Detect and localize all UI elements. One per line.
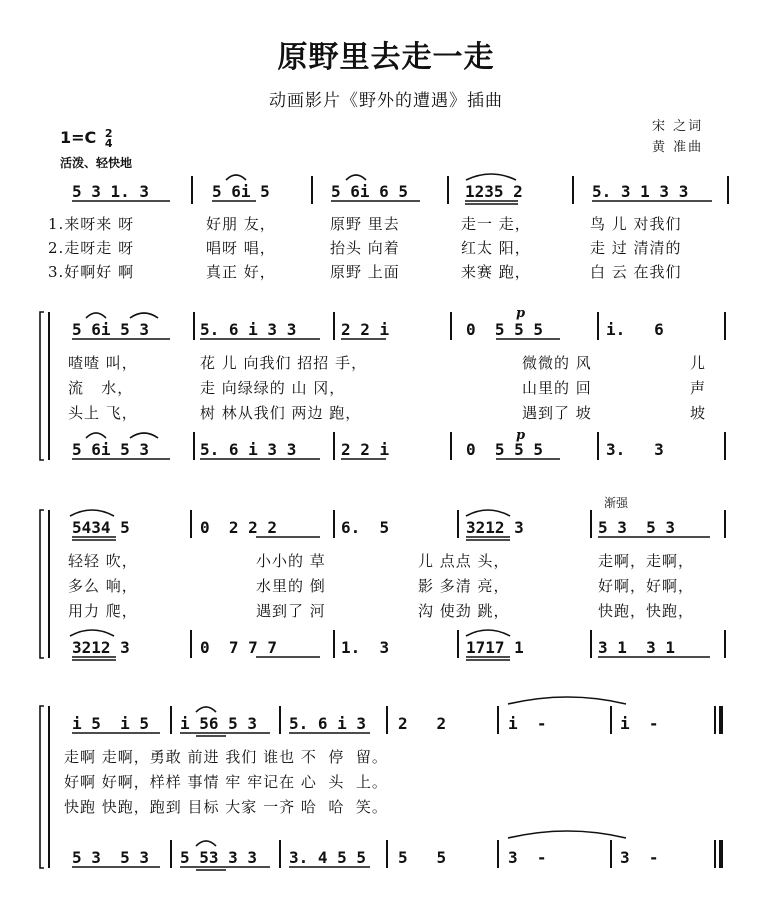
sys3-lyric-3-5: 快跑，快跑， xyxy=(598,602,695,620)
sys2-upper-3: 2 2 i xyxy=(341,320,390,339)
sys2-lower-1: 5 6i 5 3 xyxy=(72,440,150,459)
tie xyxy=(226,175,246,180)
sys4-lower-2: 5 53 3 3 xyxy=(180,848,258,867)
sys2-lyric-2-5: 声 xyxy=(690,379,707,397)
tie xyxy=(86,313,106,318)
sys3-lower-5: 3 1 3 1 xyxy=(598,638,676,657)
sys2-lower-5: 3. 3 xyxy=(606,440,664,459)
system-bracket xyxy=(40,706,44,868)
tie xyxy=(130,313,158,318)
tie xyxy=(70,630,114,636)
sys1-lyric-1-4: 走一 走， xyxy=(461,215,531,233)
tempo-marking: 活泼、轻快地 xyxy=(60,156,133,170)
sys3-lower-1: 3212 3 xyxy=(72,638,130,657)
crescendo-marking: 渐强 xyxy=(604,496,629,510)
sys4-lyric-2: 好啊 好啊，样样 事情 牢 牢记在 心 头 上。 xyxy=(64,773,388,791)
sys3-lyric-1-1: 轻轻 吹， xyxy=(68,552,138,570)
sys2-lyric-1-4: 微微的 风 xyxy=(522,354,592,372)
tie xyxy=(466,510,510,516)
time-top: 2 xyxy=(104,126,113,140)
sys1-lyric-3-2: 真正 好， xyxy=(206,263,276,281)
tie xyxy=(196,707,216,712)
sys2-lower-3: 2 2 i xyxy=(341,440,390,459)
tie xyxy=(130,433,158,438)
sys3-lyric-3-3: 沟 使劲 跳， xyxy=(418,602,510,620)
sys3-lyric-1-3: 儿 点点 头， xyxy=(418,552,510,570)
sys1-lyric-3-5: 白 云 在我们 xyxy=(590,263,682,281)
song-title: 原野里去走一走 xyxy=(277,40,495,75)
sys2-lower-2: 5. 6 i 3 3 xyxy=(200,440,297,459)
sys4-upper-6: i - xyxy=(620,714,659,733)
sys4-lower-3: 3. 4 5 5 xyxy=(289,848,367,867)
system-bracket xyxy=(40,312,44,460)
sys1-lyric-3-4: 来赛 跑， xyxy=(461,263,531,281)
sys1-measure-3: 5 6i 6 5 xyxy=(331,182,409,201)
sys1-lyric-1-3: 原野 里去 xyxy=(330,215,400,233)
sys4-upper-4: 2 2 xyxy=(398,714,447,733)
sys3-lyric-3-2: 遇到了 河 xyxy=(256,602,326,620)
sys4-upper-5: i - xyxy=(508,714,547,733)
sys1-lyric-2-3: 抬头 向着 xyxy=(330,239,400,257)
sys2-lyric-3-5: 坡 xyxy=(690,404,707,422)
sys3-lyric-2-3: 影 多清 亮， xyxy=(418,577,510,595)
sys4-lower-4: 5 5 xyxy=(398,848,447,867)
tie xyxy=(466,630,510,636)
sys2-upper-4: 0 5 5 5 xyxy=(466,320,544,339)
sys1-lyric-3-3: 原野 上面 xyxy=(330,263,400,281)
sys3-lower-2: 0 7 7 7 xyxy=(200,638,278,657)
sys3-upper-2: 0 2 2 2 xyxy=(200,518,278,537)
lyricist-credit: 宋 之词 xyxy=(652,119,704,134)
sys1-measure-5: 5. 3 1 3 3 xyxy=(592,182,689,201)
sys1-lyric-2-2: 唱呀 唱， xyxy=(206,239,276,257)
sys3-lyric-2-1: 多么 响， xyxy=(68,577,138,595)
sys3-lower-4: 1717 1 xyxy=(466,638,524,657)
sys1-measure-1: 5 3 1. 3 xyxy=(72,182,150,201)
sys3-upper-4: 3212 3 xyxy=(466,518,524,537)
sys4-lower-1: 5 3 5 3 xyxy=(72,848,150,867)
sys1-lyric-1-2: 好朋 友， xyxy=(206,215,276,233)
sys4-lyric-3: 快跑 快跑，跑到 目标 大家 一齐 哈 哈 笑。 xyxy=(64,798,388,816)
sys1-lyric-3-1: 3.好啊好 啊 xyxy=(48,263,135,281)
sys2-lyric-1-2: 花 儿 向我们 招招 手， xyxy=(200,354,368,372)
sys2-upper-1: 5 6i 5 3 xyxy=(72,320,150,339)
dynamic-p-lower: p xyxy=(516,428,526,443)
sys1-lyric-2-4: 红太 阳， xyxy=(461,239,531,257)
dynamic-p: p xyxy=(516,306,526,321)
sys3-upper-1: 5434 5 xyxy=(72,518,130,537)
sys1-lyric-2-5: 走 过 清清的 xyxy=(590,239,682,257)
sys2-lyric-2-2: 走 向绿绿的 山 冈， xyxy=(200,379,346,397)
sys3-lyric-1-2: 小小的 草 xyxy=(256,552,326,570)
sys1-lyric-2-1: 2.走呀走 呀 xyxy=(48,239,135,257)
sys2-lyric-1-1: 喳喳 叫， xyxy=(68,354,138,372)
tie xyxy=(86,433,106,438)
sys3-lyric-2-5: 好啊，好啊， xyxy=(598,577,695,595)
sys2-lyric-3-2: 树 林从我们 两边 跑， xyxy=(200,404,362,422)
sys2-upper-5: i. 6 xyxy=(606,320,664,339)
sys1-lyric-1-1: 1.来呀来 呀 xyxy=(48,215,135,233)
key-text: 1=C xyxy=(60,128,97,147)
sys2-lyric-3-1: 头上 飞， xyxy=(68,404,138,422)
tie xyxy=(508,831,626,838)
sys4-upper-1: i 5 i 5 xyxy=(72,714,150,733)
sys3-upper-3: 6. 5 xyxy=(341,518,390,537)
sys1-measure-4: 1235 2 xyxy=(465,182,523,201)
sys3-lyric-2-2: 水里的 倒 xyxy=(256,577,326,595)
tie xyxy=(466,174,516,180)
tie xyxy=(346,175,366,180)
sys2-lyric-2-1: 流 水， xyxy=(68,379,134,397)
sys3-lyric-1-5: 走啊，走啊， xyxy=(598,552,695,570)
sys1-lyric-1-5: 鸟 儿 对我们 xyxy=(590,215,682,233)
tie xyxy=(508,697,626,704)
sys1-measure-2: 5 6i 5 xyxy=(212,182,270,201)
time-bottom: 4 xyxy=(104,136,113,150)
sys4-upper-3: 5. 6 i 3 xyxy=(289,714,367,733)
sys2-lower-4: 0 5 5 5 xyxy=(466,440,544,459)
sys2-lyric-2-4: 山里的 回 xyxy=(522,379,592,397)
sys4-lyric-1: 走啊 走啊，勇敢 前进 我们 谁也 不 停 留。 xyxy=(64,748,388,766)
sys3-lower-3: 1. 3 xyxy=(341,638,390,657)
sys2-lyric-1-5: 儿 xyxy=(690,354,707,372)
tie xyxy=(70,510,114,516)
tie xyxy=(196,841,216,846)
sys3-lyric-3-1: 用力 爬， xyxy=(68,602,138,620)
song-subtitle: 动画影片《野外的遭遇》插曲 xyxy=(269,91,503,111)
sys4-lower-5: 3 - xyxy=(508,848,547,867)
sys2-lyric-3-4: 遇到了 坡 xyxy=(522,404,592,422)
system-bracket xyxy=(40,510,44,658)
sys2-upper-2: 5. 6 i 3 3 xyxy=(200,320,297,339)
sys4-lower-6: 3 - xyxy=(620,848,659,867)
composer-credit: 黄 准曲 xyxy=(652,140,704,155)
sys4-upper-2: i 56 5 3 xyxy=(180,714,258,733)
sys3-upper-5: 5 3 5 3 xyxy=(598,518,676,537)
